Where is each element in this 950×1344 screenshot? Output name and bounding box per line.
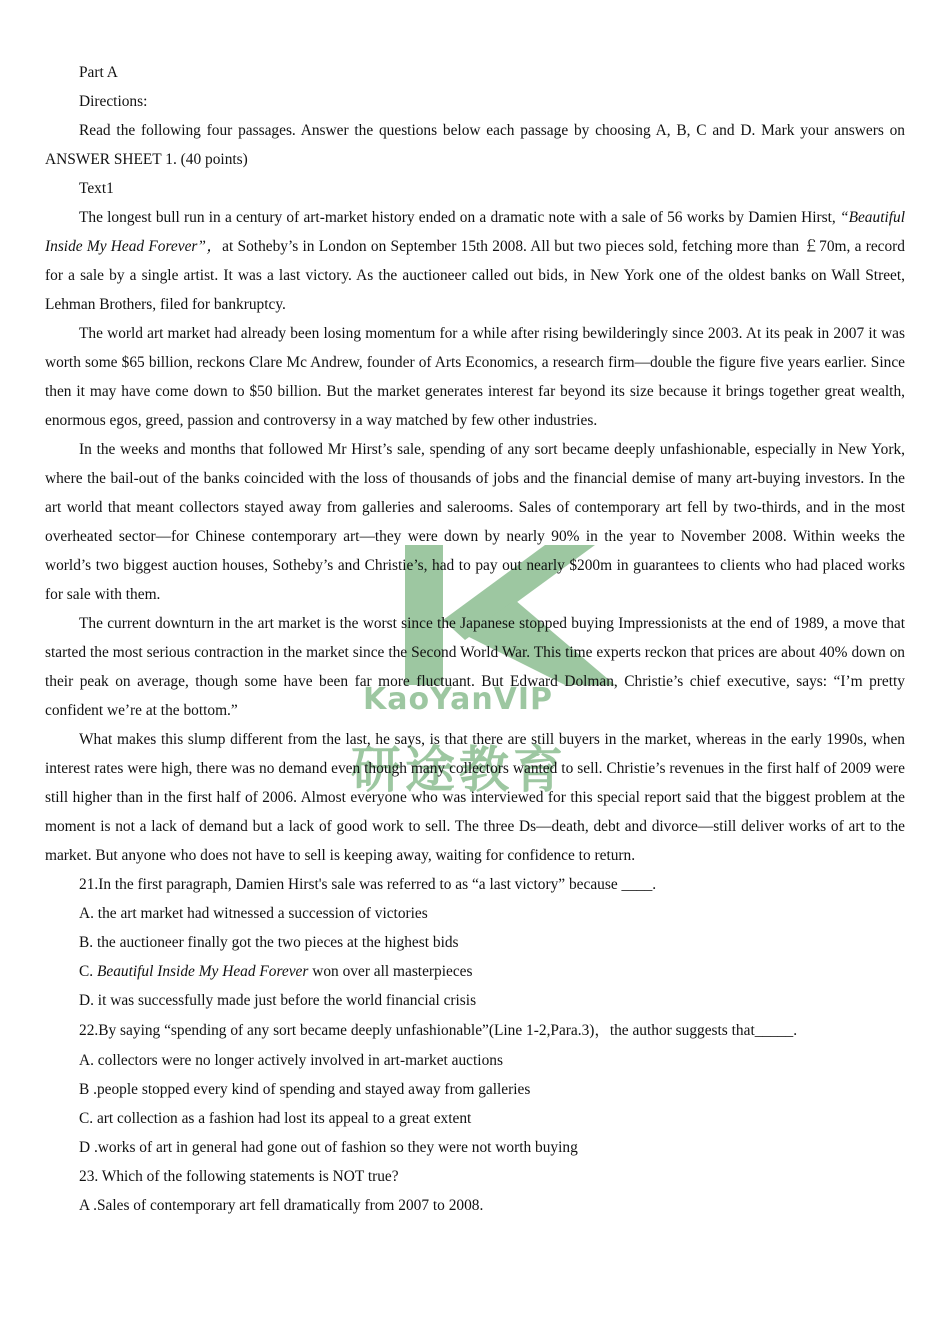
p1-title: “Beautiful Inside My Head Forever”，: [45, 209, 905, 255]
passage-paragraph-5: What makes this slump different from the last, he says, is that there are still buyers in the market, whereas in the early 1990s, when interest rates were high, there was no demand even though many collectors wanted to sell. Christie’s revenues in the first half of 2009 were still higher than in the first half of 2006. Almost everyone who was interviewed for this special report said that the biggest problem at the moment is not a lack of demand but a lack of good work to sell. The three Ds—death, debt and divorce—still deliver works of art to the market. But anyone who does not have to sell is keeping away, waiting for confidence to return.: [45, 731, 905, 864]
q21-c-title: Beautiful Inside My Head Forever: [96, 963, 309, 980]
directions-label: Directions:: [79, 93, 148, 110]
p1-part-a: The longest bull run in a century of art-market history ended on a dramatic note with a sale of 56 works by Damien Hirst,: [79, 209, 841, 226]
q21-c-prefix: C.: [79, 963, 97, 980]
question-22-option-c: C. art collection as a fashion had lost its appeal to a great extent: [79, 1110, 472, 1127]
passage-paragraph-1: [45, 203, 905, 319]
question-22-option-b: B .people stopped every kind of spending and stayed away from galleries: [79, 1081, 531, 1098]
watermark-chinese: 研途教育: [351, 741, 567, 799]
question-21-option-a: A. the art market had witnessed a succession of victories: [79, 905, 428, 922]
question-23-stem: 23. Which of the following statements is NOT true?: [79, 1168, 399, 1185]
question-21-option-c: [45, 957, 905, 986]
q21-c-suffix: won over all masterpieces: [308, 963, 473, 980]
question-22-option-d: D .works of art in general had gone out of fashion so they were not worth buying: [79, 1139, 578, 1156]
text-label: Text1: [79, 180, 114, 197]
p1-part-b: at Sotheby’s in London on September 15th 2008. All but two pieces sold, fetching more than ￡70m, a record for a sale by a single artist. It was a last victory. As the auctioneer called out bids, in New York one of the oldest banks on Wall Street, Lehman Brothers, filed for bankruptcy.: [45, 238, 905, 313]
passage-paragraph-4: The current downturn in the art market is the worst since the Japanese stopped buying Impressionists at the end of 1989, a move that started the most serious contraction in the market since the Second World War. This time experts reckon that prices are about 40% down on their peak on average, though some have been far more fluctuant. But Edward Dolman, Christie’s chief executive, says: “I’m pretty confident we’re at the bottom.”: [45, 615, 905, 719]
watermark-brand: KaoYanVIP: [363, 682, 554, 717]
document-page: [45, 58, 905, 1220]
passage-paragraph-2: The world art market had already been losing momentum for a while after rising bewilderingly since 2003. At its peak in 2007 it was worth some $65 billion, reckons Clare Mc Andrew, founder of Arts Economics, a research firm—double the figure five years earlier. Since then it may have come down to $50 billion. But the market generates interest far beyond its size because it brings together great wealth, enormous egos, greed, passion and controversy in a way matched by few other industries.: [45, 325, 905, 429]
question-21-option-d: D. it was successfully made just before the world financial crisis: [79, 992, 477, 1009]
question-23-option-a: A .Sales of contemporary art fell dramatically from 2007 to 2008.: [79, 1197, 484, 1214]
question-21-stem: 21.In the first paragraph, Damien Hirst's sale was referred to as “a last victory” because ____.: [79, 876, 657, 893]
question-22-option-a: A. collectors were no longer actively involved in art-market auctions: [79, 1052, 503, 1069]
question-22-stem: 22.By saying “spending of any sort became deeply unfashionable”(Line 1-2,Para.3)，the author suggests that_____.: [79, 1022, 798, 1039]
part-label: Part A: [79, 64, 118, 81]
passage-paragraph-3: In the weeks and months that followed Mr Hirst’s sale, spending of any sort became deeply unfashionable, especially in New York, where the bail-out of the banks coincided with the loss of thousands of jobs and the financial demise of many art-buying investors. In the art world that meant collectors stayed away from galleries and salerooms. Sales of contemporary art fell by two-thirds, and in the most overheated sector—for Chinese contemporary art—they were down by nearly 90% in the year to November 2008. Within weeks the world’s two biggest auction houses, Sotheby’s and Christie’s, had to pay out nearly $200m in guarantees to clients who had placed works for sale with them.: [45, 441, 905, 603]
question-21-option-b: B. the auctioneer finally got the two pieces at the highest bids: [79, 934, 459, 951]
directions-text: Read the following four passages. Answer the questions below each passage by choosing A, B, C and D. Mark your answers on ANSWER SHEET 1. (40 points): [45, 122, 905, 168]
